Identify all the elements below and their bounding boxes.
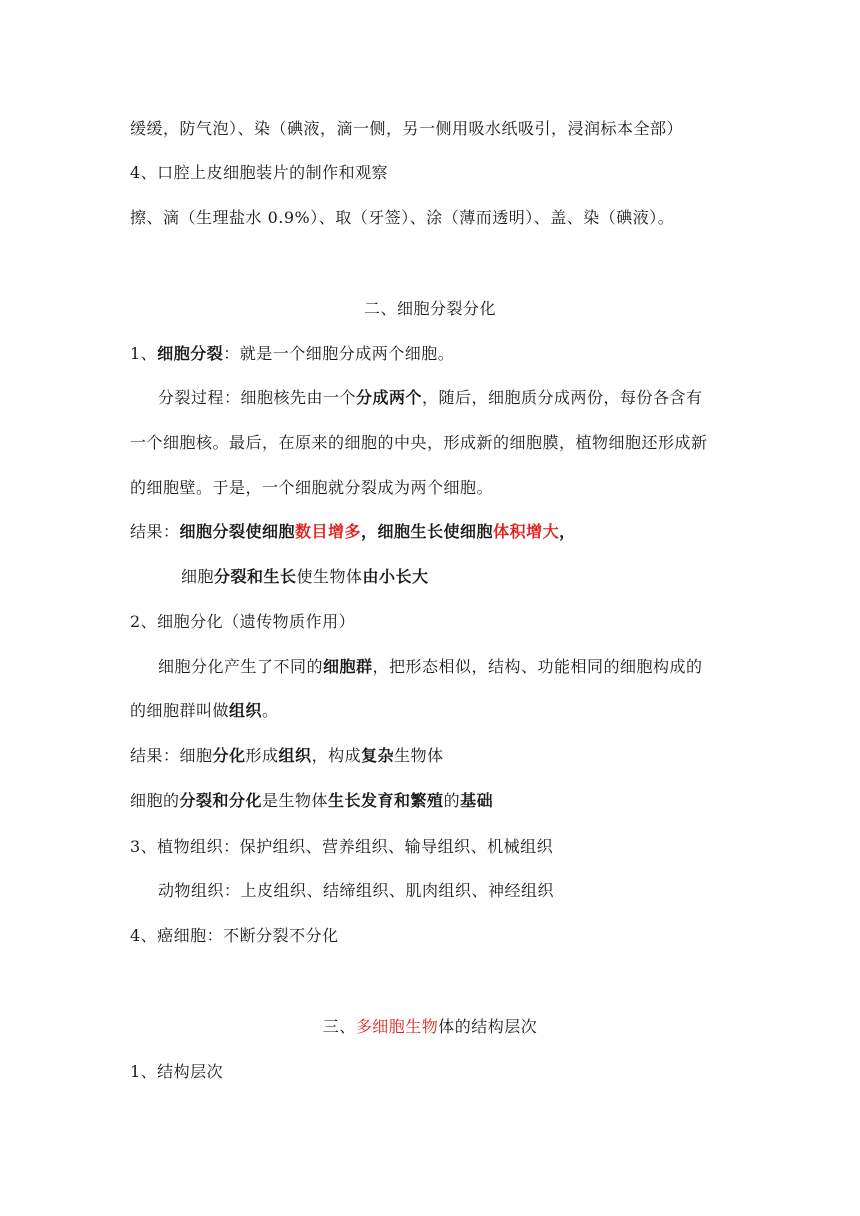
text-span: 三、	[322, 1017, 356, 1036]
text-span: 分裂过程：细胞核先由一个	[158, 388, 357, 407]
structure-levels-item: 1、结构层次	[130, 1062, 224, 1081]
bold-span: 组织	[278, 746, 312, 765]
differentiation-result-line	[130, 745, 444, 767]
text-span: 是生物体	[262, 791, 329, 810]
differentiation-line1	[158, 656, 703, 678]
bold-span: 分化	[212, 746, 246, 765]
text-span: 的细胞群叫做	[130, 701, 230, 720]
section-heading-cell-division: 二、细胞分裂分化	[363, 299, 496, 318]
text-span: 细胞分化产生了不同的	[158, 657, 324, 676]
division-process-line3: 的细胞壁。于是，一个细胞就分裂成为两个细胞。	[130, 478, 494, 497]
red-bold-span: 数目增多	[295, 522, 362, 541]
red-bold-span: 体积增大	[493, 522, 560, 541]
oral-epithelium-heading: 4、口腔上皮细胞装片的制作和观察	[130, 163, 389, 182]
bold-span: 复杂	[361, 746, 395, 765]
item-cell-differentiation: 2、细胞分化（遗传物质作用）	[130, 612, 356, 631]
section-heading-multicellular	[0, 1016, 860, 1038]
text-span: 结果：细胞	[130, 746, 213, 765]
bold-span: ，细胞生长使细胞	[361, 522, 494, 541]
bold-span: 组织	[229, 701, 263, 720]
text-span: 。	[262, 701, 279, 720]
growth-summary-line	[181, 566, 429, 588]
item-cell-division	[130, 343, 454, 365]
definition-text: ：就是一个细胞分成两个细胞。	[223, 344, 455, 363]
red-span: 多细胞生物	[355, 1017, 439, 1036]
text-span: 使生物体	[296, 567, 363, 586]
text-span: 形成	[245, 746, 279, 765]
bold-span: 基础	[460, 791, 494, 810]
bold-span: 由小长大	[362, 567, 429, 586]
bold-span: 生长发育和繁殖	[328, 791, 444, 810]
bold-span: 细胞分裂使细胞	[179, 522, 296, 541]
term-cell-division: 细胞分裂	[157, 344, 224, 363]
oral-epithelium-steps: 擦、滴（生理盐水 0.9%）、取（牙签）、涂（薄而透明）、盖、染（碘液）。	[130, 208, 675, 227]
differentiation-line2	[130, 700, 279, 722]
text-span: 生物体	[394, 746, 444, 765]
staining-steps-line: 缓缓，防气泡）、染（碘液，滴一侧，另一侧用吸水纸吸引，浸润标本全部）	[130, 119, 684, 138]
division-process-line2: 一个细胞核。最后，在原来的细胞的中央，形成新的细胞膜，植物细胞还形成新	[130, 433, 708, 452]
text-span: ，把形态相似，结构、功能相同的细胞构成的	[372, 657, 703, 676]
text-span: 结果：	[130, 522, 180, 541]
text-span: 体的结构层次	[438, 1017, 538, 1036]
bold-span: 分裂和分化	[179, 791, 263, 810]
basis-line	[130, 790, 493, 812]
bold-span: 细胞群	[323, 657, 373, 676]
item-number: 1、	[130, 344, 158, 363]
division-result-line	[130, 521, 576, 543]
division-process-line1	[158, 387, 703, 409]
bold-span: ，	[559, 522, 576, 541]
text-span: 细胞	[181, 567, 215, 586]
text-span: 细胞的	[130, 791, 180, 810]
plant-tissues-line: 3、植物组织：保护组织、营养组织、输导组织、机械组织	[130, 837, 554, 856]
bold-span: 分成两个	[356, 388, 423, 407]
bold-span: 分裂和生长	[214, 567, 297, 586]
text-span: 的	[443, 791, 461, 810]
text-span: ，随后，细胞质分成两份，每份各含有	[422, 388, 703, 407]
cancer-cell-line: 4、癌细胞：不断分裂不分化	[130, 926, 339, 945]
text-span: ，构成	[311, 746, 362, 765]
animal-tissues-line: 动物组织：上皮组织、结缔组织、肌肉组织、神经组织	[158, 881, 555, 900]
